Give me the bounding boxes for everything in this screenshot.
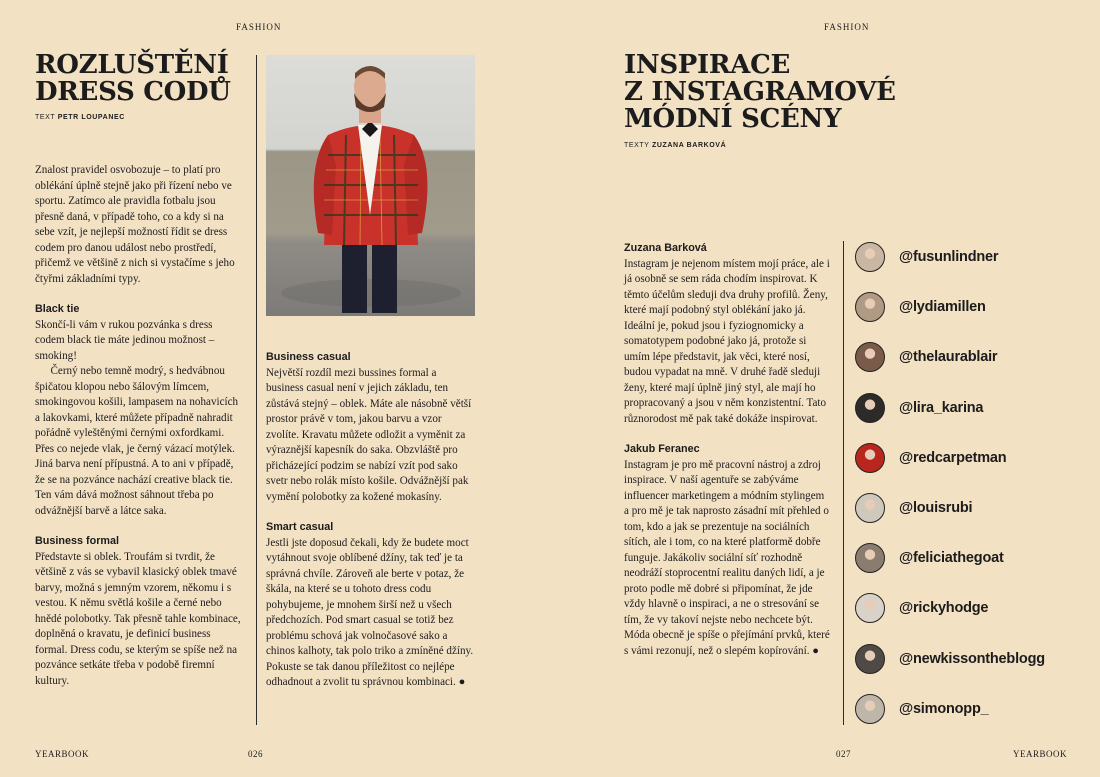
page-number-left: 026 — [248, 749, 263, 759]
avatar — [855, 593, 885, 623]
column-divider — [256, 55, 257, 725]
intro-paragraph: Znalost pravidel osvobozuje – to platí pro oblékání úplně stejně jako při řízení nebo ve sportu. Zatímco ale pravidla fotbalu jsou přesně daná, v případě toho, co a kdy si na sebe vzít, je nejlepší možností řídit se dress codem pro danou událost nebo prostředí, přičemž ve většině z nich si vystačíme s jeho čtyřmi základními typy. — [35, 164, 235, 285]
end-mark: ● — [458, 676, 466, 688]
instagram-handle-item[interactable] — [855, 684, 1085, 734]
black-tie-paragraph-1: Skončí-li vám v rukou pozvánka s dress codem black tie máte jedinou možnost – smoking! — [35, 318, 215, 362]
instagram-handle-item[interactable] — [855, 533, 1085, 583]
avatar — [855, 644, 885, 674]
article-title-right — [624, 52, 924, 133]
instagram-handle[interactable]: @lydiamillen — [899, 299, 986, 316]
zuzana-paragraph: Instagram je nejenom místem mojí práce, ale i já osobně se sem ráda chodím inspirovat. K těmto účelům sleduji dva druhy profilů. Ženy, které mají podobný styl oblékání jako já. Ideální je, pokud jsou i fyziognomicky a somatotypem podobné jako já, protože si umím lépe představit, jak věci, které nosí, budou vypadat na mně. V druhé řadě sleduji ženy, které mají úplně jiný styl, ale mají ho propracovaný a jsou v něm konzistentní. Tato různorodost mě pak také dokáže inspirovat. — [624, 257, 830, 425]
business-casual-paragraph: Největší rozdíl mezi bussines formal a business casual není v jejich základu, ten zůstává stejný – oblek. Máte ale násobně větší prostor právě v tom, jakou barvu a vzor zvolíte. Kravatu můžete odložit a vyměnit za výraznější kapesník do saka. Obzvláště pro přicházející podzim se nabízí vzít pod sako svetr nebo rolák místo košile. Odvážnější pak vymění polobotky za kožené mokasíny. — [266, 366, 472, 503]
smart-casual-text: Jestli jste doposud čekali, kdy že budete moct vytáhnout svoje oblíbené džíny, tak teď je ta správná chvíle. Zároveň ale berte v potaz, že škála, na které se u tohoto dress codu pohybujeme, je mnohem širší než u všech předchozích. Pod smart casual se totiž bez problému schová jak volnočasové sako a chinos kalhoty, tak polo triko a zmíněné džíny. Pokuste se tak danou příležitost co nejlépe odhadnout a zvolit tu správnou kombinaci. — [266, 536, 474, 688]
instagram-handle[interactable]: @louisrubi — [899, 500, 973, 517]
smart-casual-paragraph — [266, 536, 476, 691]
title-line: ROZLUŠTĚNÍ — [35, 50, 229, 80]
man-in-tartan-jacket-illustration — [266, 55, 475, 316]
byline-author: PETR LOUPANEC — [57, 114, 125, 121]
instagram-handle-item[interactable] — [855, 483, 1085, 533]
text-column-1 — [35, 163, 243, 689]
avatar — [855, 493, 885, 523]
instagram-handle-item[interactable] — [855, 383, 1085, 433]
running-head-left: FASHION — [236, 22, 282, 32]
byline-author: ZUZANA BARKOVÁ — [651, 142, 727, 149]
instagram-handle[interactable]: @rickyhodge — [899, 600, 989, 617]
running-head-right: FASHION — [824, 22, 870, 32]
instagram-handle[interactable]: @simonopp_ — [899, 700, 989, 717]
avatar — [855, 292, 885, 322]
jakub-text: Instagram je pro mě pracovní nástroj a zdroj inspirace. V naší agentuře se zabýváme influencer marketingem a módním stylingem a pro mě je tak naprosto zásadní mít přehled o tom, kdo a jak se prezentuje na sociálních sítích, ale i tom, co na které platformě dobře funguje. Jakákoliv sociální síť rozhodně neodráží stoprocentní realitu daných lidí, a je proto podle mě dobré si připomínat, že jde vždy hlavně o inspiraci, a ne o stresování se tím, že vy takoví nejste nebo nechcete být. Móda obecně je spíše o přejímání prvků, které s vámi rezonují, než o slepém kopírování. — [624, 458, 830, 657]
text-column-3 — [624, 241, 830, 659]
instagram-handle[interactable]: @redcarpetman — [899, 449, 1007, 466]
avatar — [855, 694, 885, 724]
avatar — [855, 342, 885, 372]
instagram-handle-item[interactable] — [855, 634, 1085, 684]
column-divider — [843, 241, 844, 725]
black-tie-paragraph-2: Černý nebo temně modrý, s hedvábnou špičatou klopou nebo šálovým límcem, smokingovou košili, lampasem na nohavicích a lakovkami, které můžete případně nahradit pořádně vyleštěnými černými oxfordkami. Přes co nejede vlak, je černý vázací motýlek. Jiná barva není přípustná. A to ani v případě, že se na pozvánce nachází creative black tie. Ten vám dává možnost sáhnout třeba po odvážnější barvě a látce saka. — [35, 365, 239, 517]
instagram-handle[interactable]: @thelaurablair — [899, 349, 998, 366]
jakub-paragraph — [624, 458, 830, 660]
instagram-handle[interactable]: @lira_karina — [899, 399, 984, 416]
title-line: Z INSTAGRAMOVÉ — [624, 77, 896, 107]
end-mark: ● — [812, 644, 819, 657]
instagram-handle-item[interactable] — [855, 332, 1085, 382]
section-heading-smart-casual: Smart casual — [266, 521, 334, 533]
footer-magazine-name-left: YEARBOOK — [35, 749, 90, 759]
byline-left — [35, 114, 125, 121]
instagram-handle-item[interactable] — [855, 433, 1085, 483]
handles — [855, 232, 1085, 734]
title-line: MÓDNÍ SCÉNY — [624, 104, 842, 134]
text-column-2 — [266, 350, 476, 691]
footer-magazine-name-right: YEARBOOK — [1013, 749, 1068, 759]
instagram-handles-list — [855, 232, 1085, 734]
instagram-handle[interactable]: @feliciathegoat — [899, 550, 1004, 567]
fashion-photo — [266, 55, 475, 316]
title-line: INSPIRACE — [624, 50, 791, 80]
avatar — [855, 393, 885, 423]
byline-label: TEXTY — [624, 142, 650, 149]
instagram-handle-item[interactable] — [855, 232, 1085, 282]
avatar — [855, 543, 885, 573]
section-heading-zuzana: Zuzana Barková — [624, 242, 707, 254]
title-line: DRESS CODŮ — [35, 77, 231, 107]
section-heading-jakub: Jakub Feranec — [624, 443, 700, 455]
byline-right — [624, 142, 726, 149]
instagram-handle-item[interactable] — [855, 282, 1085, 332]
section-heading-black-tie: Black tie — [35, 303, 80, 315]
section-heading-business-formal: Business formal — [35, 535, 120, 547]
avatar — [855, 242, 885, 272]
avatar — [855, 443, 885, 473]
byline-label: TEXT — [35, 114, 56, 121]
instagram-handle-item[interactable] — [855, 583, 1085, 633]
business-formal-paragraph: Představte si oblek. Troufám si tvrdit, že většině z vás se vybavil klasický oblek tmavé barvy, možná s jemným vzorem, někomu i s vestou. K němu světlá košile a černé nebo hnědé polobotky. Tak přesně tahle kombinace, doplněná o kravatu, je definicí business formal. Dress codu, se kterým se spíše než na pozvánce setkáte třeba v podobě firemní kultury. — [35, 550, 241, 687]
section-heading-business-casual: Business casual — [266, 351, 351, 363]
page-number-right: 027 — [836, 749, 851, 759]
instagram-handle[interactable]: @newkissontheblogg — [899, 650, 1045, 667]
article-title-left — [35, 52, 255, 106]
instagram-handle[interactable]: @fusunlindner — [899, 249, 999, 266]
